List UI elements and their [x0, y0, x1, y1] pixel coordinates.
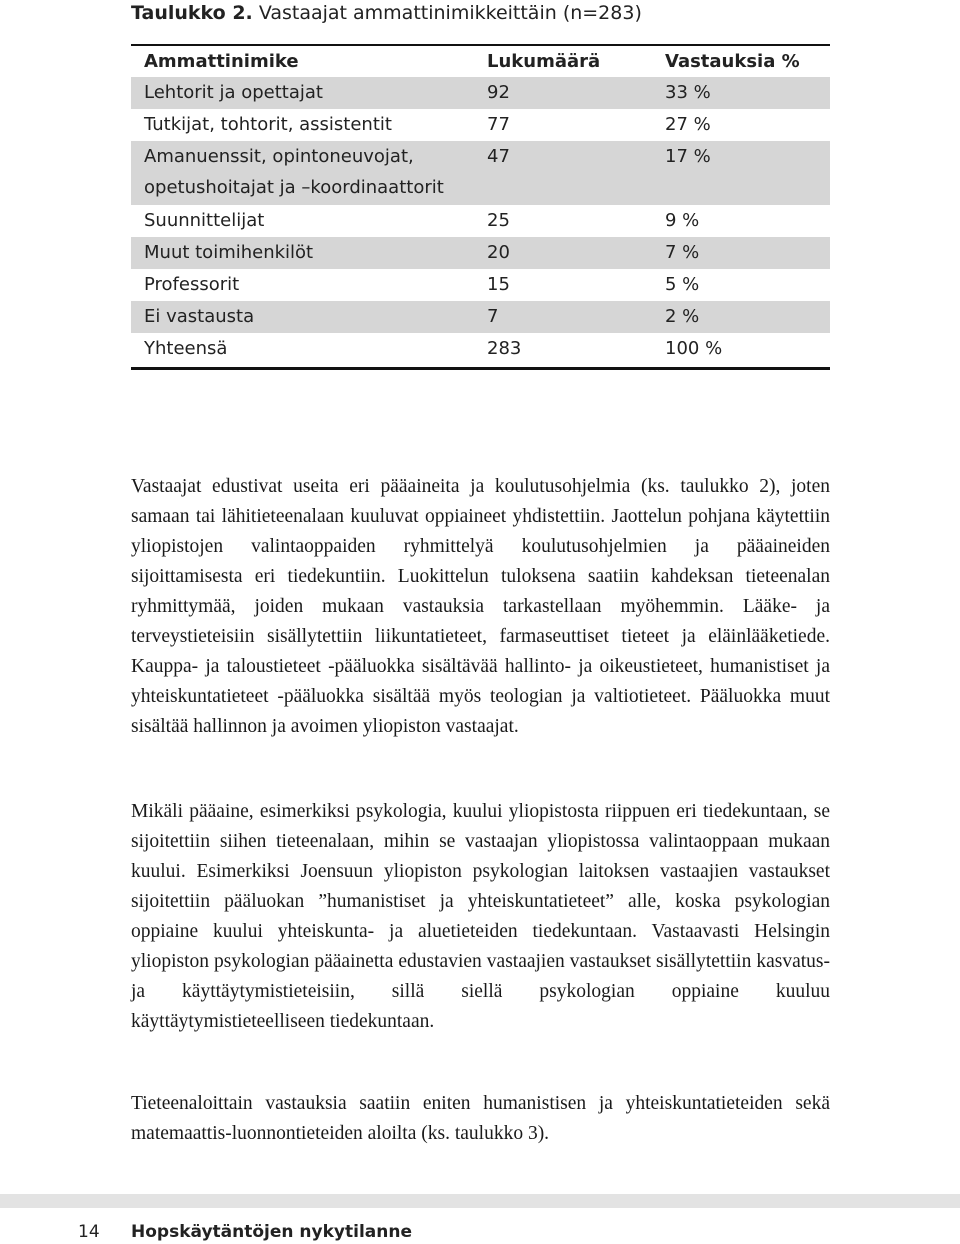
row-title-continued: opetushoitajat ja –koordinaattorit	[144, 177, 444, 198]
profession-table	[131, 44, 830, 370]
page-number: 14	[78, 1222, 100, 1242]
row-percent: 5 %	[665, 274, 700, 295]
table-row	[131, 301, 830, 333]
row-title-multiline	[144, 141, 487, 203]
row-percent: 9 %	[665, 210, 700, 231]
running-title: Hopskäytäntöjen nykytilanne	[131, 1222, 412, 1242]
body-paragraph: Vastaajat edustivat useita eri pääaineita ja koulutusohjelmia (ks. taulukko 2), joten samaan tai lähitieteenalaan kuuluvat oppiaineet yhdistettiin. Jaottelun pohjana käytettiin yliopistojen valintaoppaiden ryhmittelyä koulutusohjelmien ja pääaineiden sijoittamisesta eri tiedekuntiin. Luokittelun tuloksena saatiin kahdeksan tieteenalan ryhmittymää, joiden mukaan vastauksia tarkastellaan myöhemmin. Lääke- ja terveystieteisiin sisällytettiin liikuntatieteet, farmaseuttiset tieteet ja eläinlääketiede. Kauppa- ja taloustieteet -pääluokka sisältävää hallinto- ja oikeustieteet, humanistiset ja yhteiskuntatieteet -pääluokka sisältää myös teologian ja valtiotieteet. Pääluokka muut sisältää hallinnon ja avoimen yliopiston vastaajat.	[131, 476, 830, 737]
row-count: 77	[487, 114, 510, 135]
row-count: 7	[487, 306, 499, 327]
caption-label: Taulukko 2.	[131, 2, 253, 24]
row-title: Ei vastausta	[144, 306, 255, 327]
row-title: Professorit	[144, 274, 240, 295]
column-header-title: Ammattinimike	[144, 51, 299, 72]
table-header-row	[131, 46, 830, 77]
row-count: 15	[487, 274, 510, 295]
table-row	[131, 141, 830, 205]
table-row	[131, 109, 830, 141]
caption-text: Vastaajat ammattinimikkeittäin (n=283)	[258, 2, 642, 24]
table-row	[131, 269, 830, 301]
body-paragraph: Tieteenaloittain vastauksia saatiin eniten humanistisen ja yhteiskuntatieteiden sekä matemaattis-luonnontieteiden aloilta (ks. taulukko 3).	[131, 1093, 830, 1144]
table-row	[131, 205, 830, 237]
row-percent: 7 %	[665, 242, 700, 263]
row-title: Tutkijat, tohtorit, assistentit	[144, 114, 392, 135]
row-title: Lehtorit ja opettajat	[144, 82, 323, 103]
row-percent: 17 %	[665, 146, 711, 167]
row-title: Amanuenssit, opintoneuvojat,	[144, 146, 414, 167]
row-count: 47	[487, 146, 510, 167]
row-count: 92	[487, 82, 510, 103]
body-paragraph: Mikäli pääaine, esimerkiksi psykologia, kuului yliopistosta riippuen eri tiedekuntaan, se sijoitettiin siihen tieteenalaan, mihin se vastaajan yliopistossa valintaoppaan mukaan kuului. Esimerkiksi Joensuun yliopiston psykologian laitoksen vastaajien vastaukset sijoitettiin pääluokan ”humanistiset ja yhteiskuntatieteet” alle, koska psykologian oppiaine kuului yhteiskunta- ja aluetieteiden tiedekuntaan. Vastaavasti Helsingin yliopiston psykologian pääainetta edustavien vastaajien vastaukset sisällytettiin kasvatus- ja käyttäytymistieteisiin, sillä siellä psykologian oppiaine kuuluu käyttäytymistieteelliseen tiedekuntaan.	[131, 801, 830, 1032]
table-caption	[131, 0, 642, 26]
table-row	[131, 237, 830, 269]
column-header-percent: Vastauksia %	[665, 51, 800, 72]
row-title: Suunnittelijat	[144, 210, 265, 231]
total-title: Yhteensä	[144, 338, 228, 359]
table-total-row	[131, 333, 830, 367]
footer-rule	[0, 1194, 960, 1208]
row-percent: 27 %	[665, 114, 711, 135]
table-row	[131, 77, 830, 109]
row-count: 25	[487, 210, 510, 231]
column-header-count: Lukumäärä	[487, 51, 601, 72]
total-percent: 100 %	[665, 338, 723, 359]
row-percent: 2 %	[665, 306, 700, 327]
row-percent: 33 %	[665, 82, 711, 103]
row-title: Muut toimihenkilöt	[144, 242, 314, 263]
total-count: 283	[487, 338, 522, 359]
row-count: 20	[487, 242, 510, 263]
